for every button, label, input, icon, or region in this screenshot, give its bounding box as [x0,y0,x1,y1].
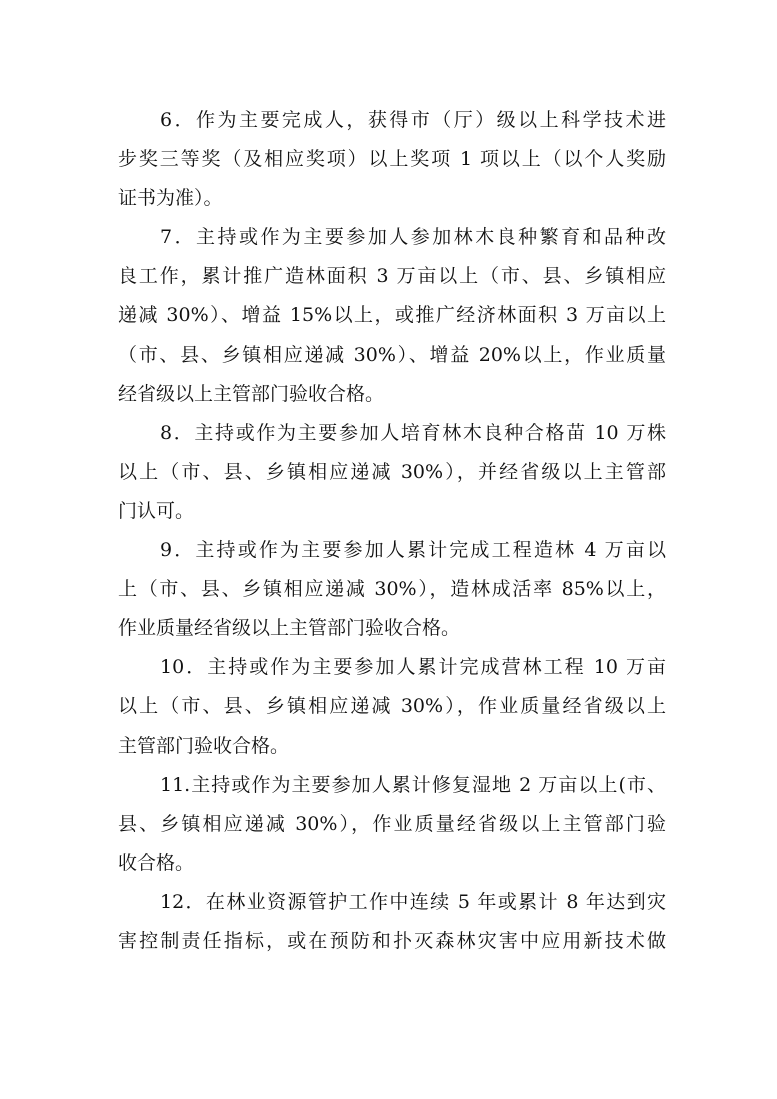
text-line: 以上（市、县、乡镇相应递减 30%），作业质量经省级以上 [118,695,666,718]
text-line: 作业质量经省级以上主管部门验收合格。 [118,617,461,640]
document-body [118,101,666,961]
text-line: 步奖三等奖（及相应奖项）以上奖项 1 项以上（以个人奖励 [118,148,666,171]
paragraph-item-10 [118,648,666,765]
text-line: 9．主持或作为主要参加人累计完成工程造林 4 万亩以 [160,539,666,562]
paragraph-item-7 [118,218,666,413]
text-line: 12．在林业资源管护工作中连续 5 年或累计 8 年达到灾 [160,890,666,913]
text-line: 收合格。 [118,851,195,874]
text-line: 经省级以上主管部门验收合格。 [118,382,385,405]
text-line: 8．主持或作为主要参加人培育林木良种合格苗 10 万株 [160,421,666,444]
paragraph-item-8 [118,414,666,531]
paragraph-item-12 [118,883,666,961]
paragraph-item-6 [118,101,666,218]
text-line: 门认可。 [118,499,195,522]
text-line: 10．主持或作为主要参加人累计完成营林工程 10 万亩 [160,656,666,679]
text-line: 县、乡镇相应递减 30%），作业质量经省级以上主管部门验 [118,812,666,835]
text-line: 上（市、县、乡镇相应递减 30%），造林成活率 85%以上， [118,578,666,601]
text-line: 主管部门验收合格。 [118,734,290,757]
text-line: 递减 30%）、增益 15%以上，或推广经济林面积 3 万亩以上 [118,304,666,327]
text-line: 11.主持或作为主要参加人累计修复湿地 2 万亩以上(市、 [160,773,666,796]
paragraph-item-11 [118,766,666,883]
text-line: 证书为准）。 [118,187,223,210]
paragraph-item-9 [118,531,666,648]
text-line: 以上（市、县、乡镇相应递减 30%），并经省级以上主管部 [118,460,666,483]
text-line: 7．主持或作为主要参加人参加林木良种繁育和品种改 [160,226,666,249]
text-line: （市、县、乡镇相应递减 30%）、增益 20%以上，作业质量 [118,343,666,366]
text-line: 良工作，累计推广造林面积 3 万亩以上（市、县、乡镇相应 [118,265,666,288]
text-line: 6．作为主要完成人，获得市（厅）级以上科学技术进 [160,109,666,131]
text-line: 害控制责任指标，或在预防和扑灭森林灾害中应用新技术做 [118,929,666,952]
